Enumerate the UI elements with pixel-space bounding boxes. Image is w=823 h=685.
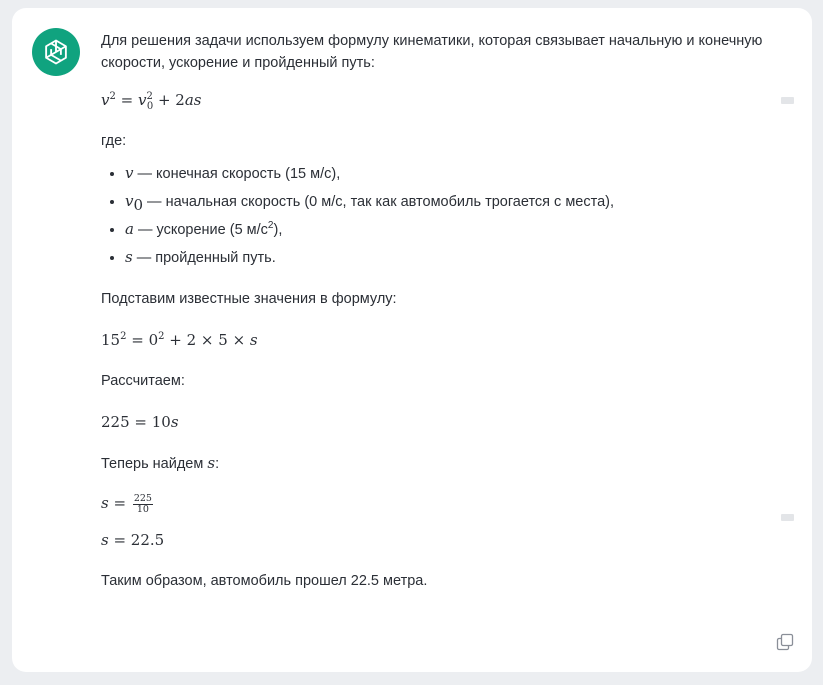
formula-result: s = 22.5 xyxy=(101,530,165,549)
formula-main: $v^2 = v^2_0 + 2as$ xyxy=(101,91,202,112)
formula-fraction: s = $\frac{225}{10}$ xyxy=(101,492,152,515)
intro-text: Для решения задачи используем формулу кинематики, которая связывает начальную и конечную скорости, ускорение и пройденный путь: xyxy=(101,33,763,71)
openai-logo-icon xyxy=(41,37,71,67)
assistant-message-card xyxy=(12,8,812,672)
find-label: Теперь найдем s: xyxy=(101,454,220,472)
calc-label: Рассчитаем: xyxy=(101,373,185,389)
copy-icon[interactable] xyxy=(776,633,794,651)
conclusion-text: Таким образом, автомобиль прошел 22.5 метра. xyxy=(101,572,428,589)
copy-formula-button[interactable] xyxy=(781,514,794,521)
variable-list xyxy=(101,162,791,269)
list-item: • v — конечная скорость (15 м/с), xyxy=(125,162,791,185)
assistant-avatar xyxy=(32,28,80,76)
where-label: где: xyxy=(101,133,127,149)
list-item: • s — пройденный путь. xyxy=(125,246,791,269)
formula-calculated: 225 = 10s xyxy=(101,413,179,431)
list-item: • a — ускорение (5 $м/с^2$), xyxy=(125,218,791,241)
list-item: • $v_0$ — начальная скорость (0 м/с, так как автомобиль трогается с места), xyxy=(125,190,791,213)
message-content xyxy=(101,30,791,592)
copy-formula-button[interactable] xyxy=(781,97,794,104)
fraction: $\frac{225}{10}$ xyxy=(133,492,152,515)
substitute-label: Подставим известные значения в формулу: xyxy=(101,291,397,307)
formula-substituted: $15^2 = 0^2 + 2 \times 5 \times s$ xyxy=(101,331,258,349)
